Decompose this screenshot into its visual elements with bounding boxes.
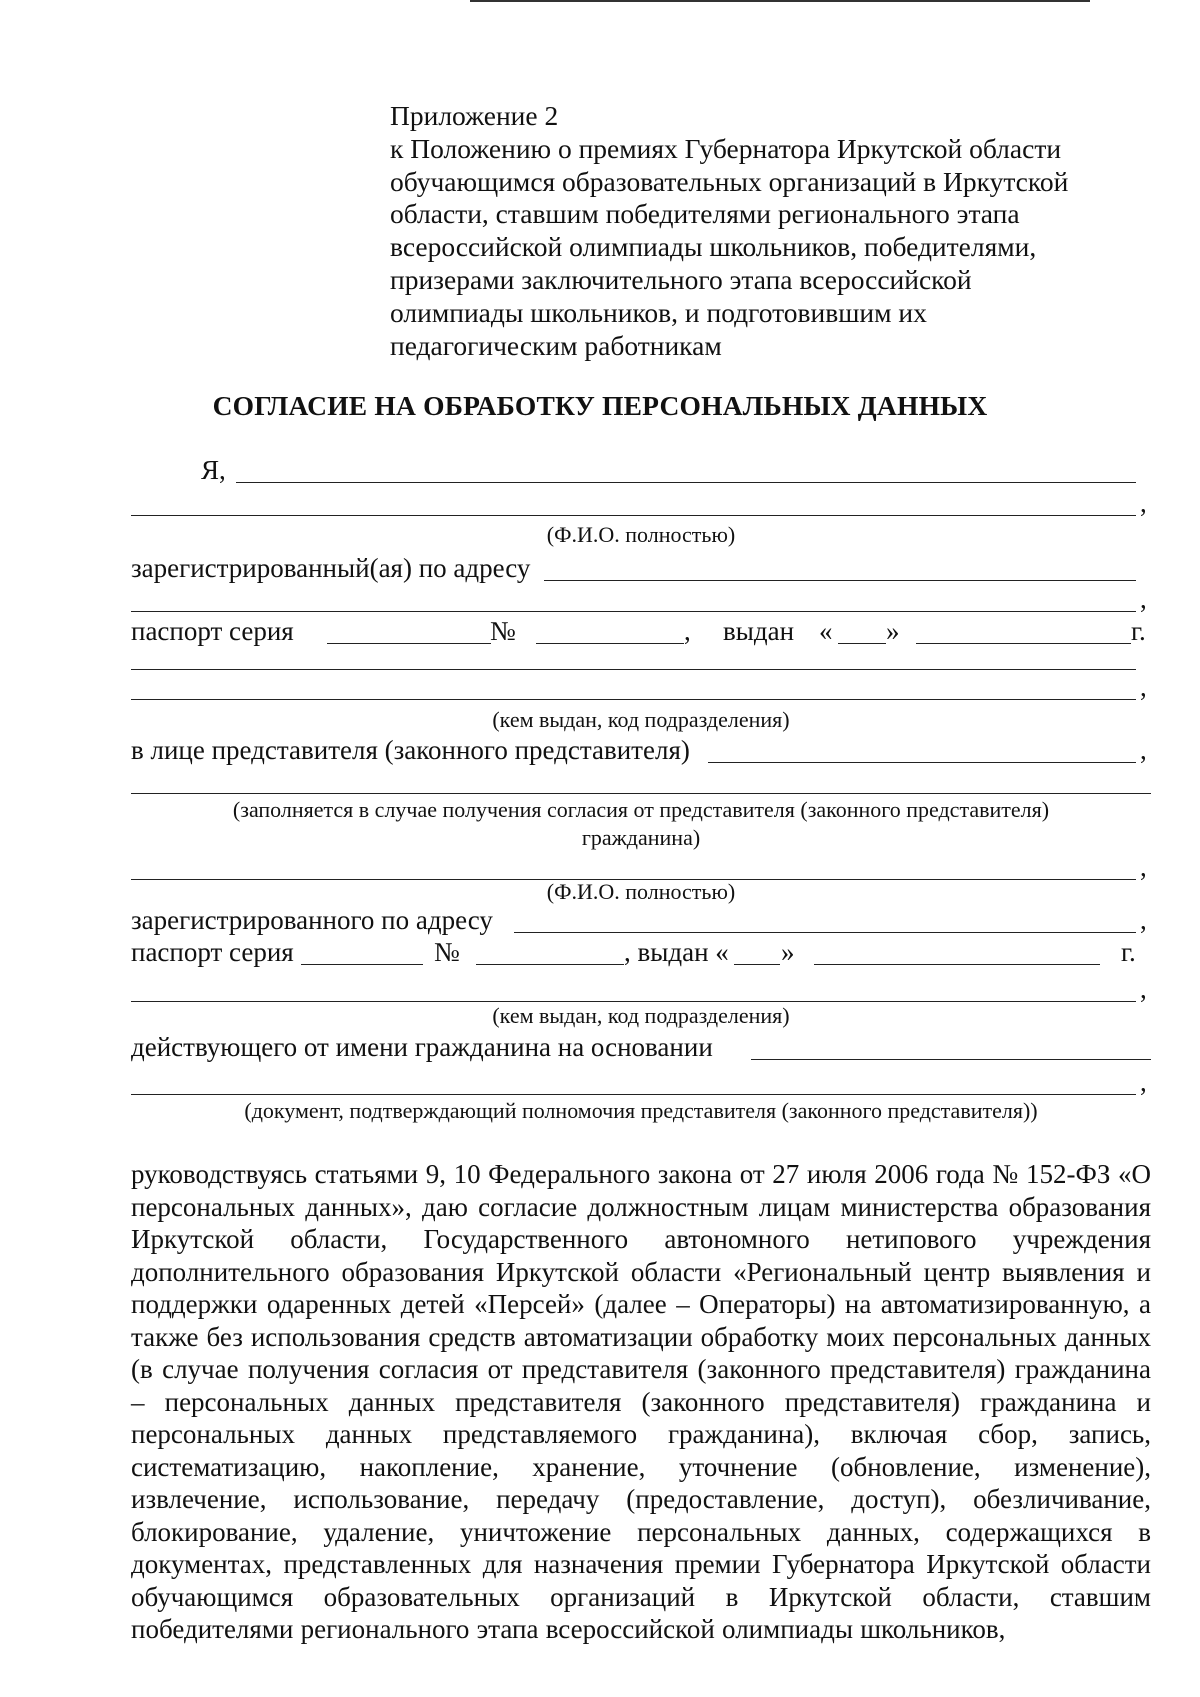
form-row-issuer-1 — [131, 642, 1151, 676]
representative-caption-1: (заполняется в случае получения согласия от представителя (законного представителя) — [232, 797, 1050, 822]
issuer-caption: (кем выдан, код подразделения) — [492, 707, 790, 732]
form-row-acting-cont — [131, 1067, 1151, 1101]
issuer-field-line[interactable] — [131, 668, 1136, 670]
representative-field-line[interactable] — [708, 761, 1136, 763]
rep-fio-caption: (Ф.И.О. полностью) — [546, 879, 736, 904]
annex-line: Приложение 2 — [390, 100, 559, 131]
comma: , — [1140, 488, 1147, 518]
issuer-field-line-2[interactable] — [131, 698, 1136, 700]
number-sign: № — [434, 937, 460, 967]
fio-field-line[interactable] — [236, 481, 1136, 483]
form-row-rep-passport — [131, 937, 1151, 971]
acting-basis-field-line-2[interactable] — [131, 1093, 1136, 1095]
fio-field-line-2[interactable] — [131, 514, 1136, 516]
comma: , — [1140, 1067, 1147, 1097]
registered-label: зарегистрированный(ая) по адресу — [131, 553, 531, 583]
comma: , — [1140, 672, 1147, 702]
form-row-representative-cont — [131, 766, 1151, 800]
scan-top-rule — [470, 0, 1090, 2]
acting-label: действующего от имени гражданина на основании — [131, 1032, 713, 1062]
quote-close: » — [886, 616, 900, 646]
representative-caption-2: гражданина) — [581, 825, 701, 850]
comma: , — [1140, 905, 1147, 935]
quote-open: « — [819, 616, 833, 646]
comma: , — [1140, 852, 1147, 882]
issued-label: выдан — [723, 616, 795, 646]
rep-issuer-caption: (кем выдан, код подразделения) — [492, 1003, 790, 1028]
representative-field-line-2[interactable] — [131, 792, 1151, 794]
document-title: СОГЛАСИЕ НА ОБРАБОТКУ ПЕРСОНАЛЬНЫХ ДАННЫХ — [212, 390, 988, 421]
address-field-line-2[interactable] — [131, 610, 1136, 612]
annex-line: олимпиады школьников, и подготовившим их — [390, 296, 927, 328]
annex-header — [390, 100, 1110, 362]
comma: , — [1140, 735, 1147, 765]
rep-passport-series-field[interactable] — [301, 963, 423, 965]
form-row-address — [131, 553, 1151, 587]
rep-issue-day-field[interactable] — [734, 963, 780, 965]
rep-issue-month-field[interactable] — [814, 963, 1100, 965]
fio-caption: (Ф.И.О. полностью) — [546, 522, 736, 547]
form-row-fio-cont — [131, 488, 1151, 522]
doc-caption: (документ, подтверждающий полномочия представителя (законного представителя)) — [244, 1098, 1038, 1123]
annex-line: к Положению о премиях Губернатора Иркутской области — [390, 132, 1062, 164]
representative-label: в лице представителя (законного представителя) — [131, 735, 690, 765]
ya-label: Я, — [201, 455, 226, 485]
address-field-line[interactable] — [544, 579, 1136, 581]
annex-line: призерами заключительного этапа всероссийской — [390, 263, 972, 295]
annex-line: области, ставшим победителями регионального этапа — [390, 198, 1020, 230]
year-abbr: г. — [1121, 937, 1136, 967]
comma: , — [1140, 584, 1147, 614]
comma: , — [1140, 974, 1147, 1004]
rep-registered-label: зарегистрированного по адресу — [131, 905, 493, 935]
annex-line: педагогическим работникам — [390, 329, 722, 361]
annex-line: всероссийской олимпиады школьников, победителями, — [390, 231, 1037, 263]
rep-passport-number-field[interactable] — [476, 963, 624, 965]
comma: , — [684, 616, 691, 646]
number-sign: № — [490, 616, 516, 646]
year-abbr: г. — [1131, 616, 1146, 646]
consent-paragraph: руководствуясь статьями 9, 10 Федерального закона от 27 июля 2006 года № 152-ФЗ «О персональных данных», даю согласие должностным лицам министерства образования Иркутской области, Государственного автономного нетипового учреждения дополнительного образования Иркутской области «Региональный центр выявления и поддержки одаренных детей «Персей» (далее – Операторы) на автоматизированную, а также без использования средств автоматизации обработку моих персональных данных (в случае получения согласия от представителя (законного представителя) гражданина – персональных данных представителя (законного представителя) гражданина и персональных данных представляемого гражданина), включая сбор, запись, систематизацию, накопление, хранение, уточнение (обновление, изменение), извлечение, использование, передачу (предоставление, доступ), обезличивание, блокирование, удаление, уничтожение персональных данных, содержащихся в документах, представленных для назначения премии Губернатора Иркутской области обучающимся образовательных организаций в Иркутской области, ставшим победителями регионального этапа всероссийской олимпиады школьников, — [131, 1159, 1151, 1644]
form-row-representative — [131, 735, 1151, 769]
form-row-rep-address — [131, 905, 1151, 939]
form-row-address-cont — [131, 584, 1151, 618]
rep-passport-label: паспорт серия — [131, 937, 294, 967]
acting-basis-field-line[interactable] — [751, 1058, 1151, 1060]
form-row-ya — [131, 455, 1151, 489]
rep-issued-label: , выдан « — [624, 937, 729, 967]
annex-line: обучающимся образовательных организаций в Иркутской — [390, 165, 1069, 197]
quote-close: » — [781, 937, 795, 967]
rep-address-field-line[interactable] — [514, 931, 1136, 933]
form-row-acting — [131, 1032, 1151, 1066]
passport-label: паспорт серия — [131, 616, 294, 646]
form-row-issuer-2 — [131, 672, 1151, 706]
